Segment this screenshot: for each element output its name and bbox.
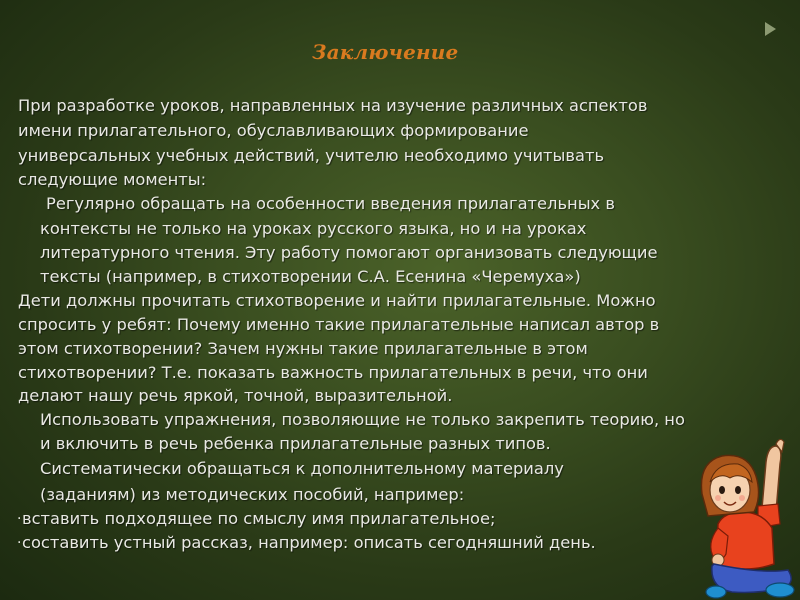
text-line: универсальных учебных действий, учителю необходимо учитывать — [18, 146, 605, 165]
text-line: имени прилагательного, обуславливающих формирование — [18, 121, 529, 140]
text-line: Регулярно обращать на особенности введения прилагательных в — [46, 194, 615, 213]
dot-bullet-icon: · — [17, 535, 22, 551]
text-line: Использовать упражнения, позволяющие не только закрепить теорию, но — [40, 410, 685, 429]
text-line: вставить подходящее по смыслу имя прилагательное; — [22, 509, 496, 528]
text-line: (заданиям) из методических пособий, например: — [40, 485, 465, 504]
text-line: Систематически обращаться к дополнительному материалу — [40, 459, 564, 478]
text-line: контексты не только на уроках русского языка, но и на уроках — [40, 219, 587, 238]
text-line: тексты (например, в стихотворении С.А. Есенина «Черемуха») — [40, 267, 581, 286]
text-line: Дети должны прочитать стихотворение и найти прилагательные. Можно — [18, 291, 656, 310]
next-slide-arrow-icon[interactable] — [765, 22, 776, 36]
text-line: литературного чтения. Эту работу помогают организовать следующие — [40, 243, 658, 262]
dot-bullet-icon: · — [17, 511, 22, 527]
text-line: и включить в речь ребенка прилагательные разных типов. — [40, 434, 551, 453]
text-line: составить устный рассказ, например: описать сегодняшний день. — [22, 533, 596, 552]
text-line: При разработке уроков, направленных на изучение различных аспектов — [18, 96, 648, 115]
girl-raising-hand-icon — [692, 432, 800, 600]
slide-title: Заключение — [312, 40, 459, 64]
text-line: следующие моменты: — [18, 170, 207, 189]
text-line: спросить у ребят: Почему именно такие прилагательные написал автор в — [18, 315, 660, 334]
text-line: стихотворении? Т.е. показать важность прилагательных в речи, что они — [18, 363, 648, 382]
text-line: делают нашу речь яркой, точной, выразительной. — [18, 386, 453, 405]
text-line: этом стихотворении? Зачем нужны такие прилагательные в этом — [18, 339, 588, 358]
